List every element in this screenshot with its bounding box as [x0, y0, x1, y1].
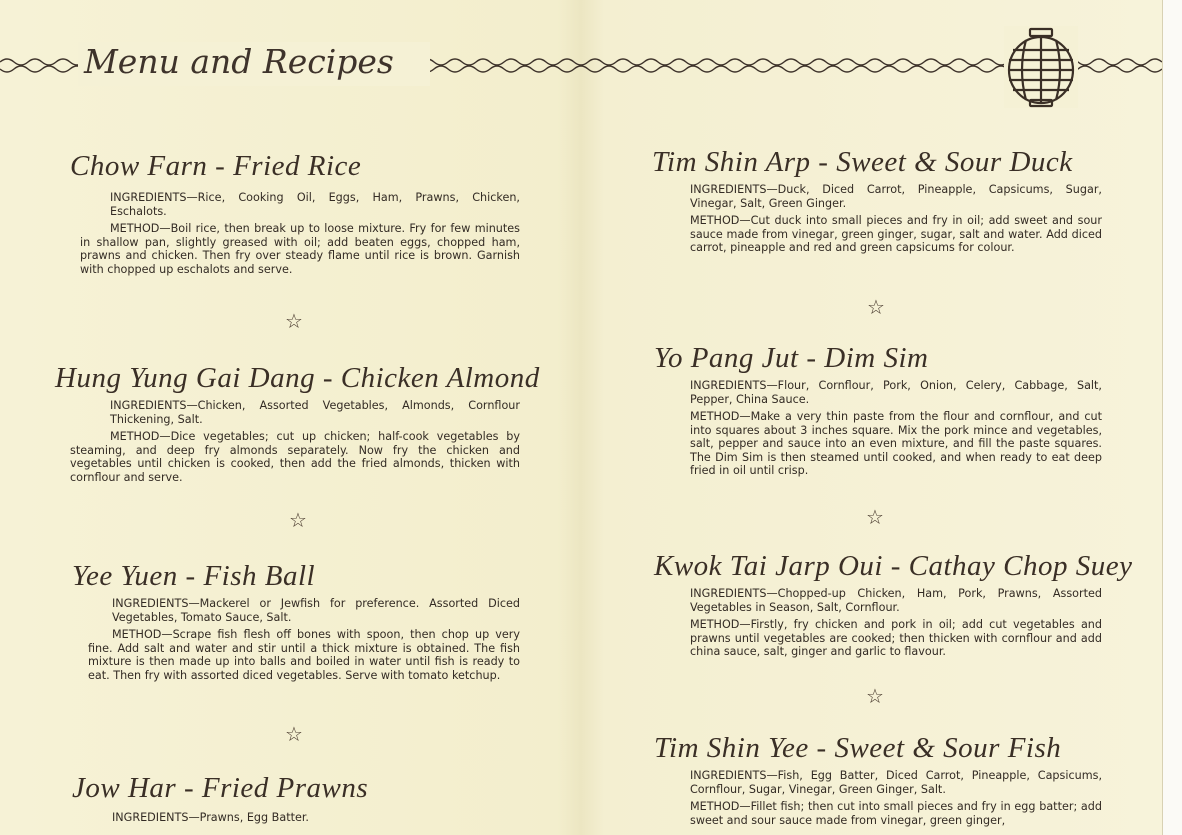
recipe-tim-shin-yee [654, 732, 1102, 827]
recipe-yee-yuen [72, 560, 520, 682]
page-edge [1162, 0, 1182, 835]
recipe-ingredients: INGREDIENTS—Duck, Diced Carrot, Pineapple, Capsicums, Sugar, Vinegar, Salt, Green Ginger. [690, 183, 1102, 210]
star-divider-icon: ☆ [289, 508, 307, 532]
recipe-title: Tim Shin Arp - Sweet & Sour Duck [652, 146, 1073, 178]
star-divider-icon: ☆ [867, 295, 885, 319]
recipe-method: METHOD—Fillet fish; then cut into small pieces and fry in egg batter; add sweet and sour sauce made from vinegar, green ginger, [690, 800, 1102, 827]
recipe-ingredients: INGREDIENTS—Mackerel or Jewfish for preference. Assorted Diced Vegetables, Tomato Sauce, Salt. [112, 597, 520, 624]
recipe-method: METHOD—Boil rice, then break up to loose mixture. Fry for few minutes in shallow pan, slightly greased with oil; add beaten eggs, chopped ham, prawns and chicken. Then fry over steady flame until rice is brown. Garnish with chopped up eschalots and serve. [80, 222, 520, 276]
recipe-tim-shin-arp [652, 146, 1102, 255]
recipe-method: METHOD—Cut duck into small pieces and fry in oil; add sweet and sour sauce made from vinegar, green ginger, sugar, salt and water. Add diced carrot, pineapple and red and green capsicums for colour. [690, 214, 1102, 254]
recipe-ingredients: INGREDIENTS—Flour, Cornflour, Pork, Onion, Celery, Cabbage, Salt, Pepper, China Sauce. [690, 379, 1102, 406]
recipe-ingredients: INGREDIENTS—Chicken, Assorted Vegetables, Almonds, Cornflour Thickening, Salt. [110, 399, 520, 426]
recipe-ingredients: INGREDIENTS—Chopped-up Chicken, Ham, Pork, Prawns, Assorted Vegetables in Season, Salt, Cornflour. [690, 587, 1102, 614]
recipe-ingredients: INGREDIENTS—Rice, Cooking Oil, Eggs, Ham, Prawns, Chicken, Eschalots. [110, 191, 520, 218]
recipe-hung-yung-gai-dang [55, 362, 540, 484]
star-divider-icon: ☆ [285, 309, 303, 333]
recipe-method: METHOD—Dice vegetables; cut up chicken; half-cook vegetables by steaming, and deep fry almonds separately. Now fry the chicken and vegetables until chicken is cooked, then add the fried almonds, thicken with cornflour and serve. [70, 430, 520, 484]
recipe-title: Jow Har - Fried Prawns [72, 772, 369, 804]
star-divider-icon: ☆ [866, 505, 884, 529]
recipe-title: Yee Yuen - Fish Ball [72, 560, 316, 592]
recipe-ingredients: INGREDIENTS—Fish, Egg Batter, Diced Carrot, Pineapple, Capsicums, Cornflour, Sugar, Vinegar, Green Ginger, Salt. [690, 769, 1102, 796]
recipe-method: METHOD—Scrape fish flesh off bones with spoon, then chop up very fine. Add salt and water and stir until a thick mixture is obtained. The fish mixture is then made up into balls and boiled in water until fish is ready to eat. Then fry with assorted diced vegetables. Serve with tomato ketchup. [88, 628, 520, 682]
recipe-chow-farn [70, 150, 520, 276]
recipe-title: Chow Farn - Fried Rice [70, 150, 362, 182]
star-divider-icon: ☆ [866, 684, 884, 708]
recipe-title: Tim Shin Yee - Sweet & Sour Fish [654, 732, 1062, 764]
recipe-ingredients: INGREDIENTS—Prawns, Egg Batter. [112, 811, 309, 824]
recipe-method: METHOD—Make a very thin paste from the flour and cornflour, and cut into squares about 3 inches square. Mix the pork mince and vegetables, salt, pepper and sauce into an even mixture, and fill the paste squares. The Dim Sim is then steamed until cooked, and when ready to eat deep fried in oil until crisp. [690, 410, 1102, 477]
paper-lantern-icon [1004, 26, 1078, 108]
recipe-method: METHOD—Firstly, fry chicken and pork in oil; add cut vegetables and prawns until vegetables are cooked; then thicken with cornflour and add china sauce, salt, ginger and garlic to flavour. [690, 618, 1102, 658]
recipe-title: Yo Pang Jut - Dim Sim [654, 342, 929, 374]
recipe-jow-har [72, 772, 520, 825]
page-title: Menu and Recipes [78, 42, 430, 86]
recipe-title: Hung Yung Gai Dang - Chicken Almond [55, 362, 540, 394]
recipe-kwok-tai-jarp-oui [654, 550, 1133, 659]
recipe-yo-pang-jut [654, 342, 1102, 478]
recipe-title: Kwok Tai Jarp Oui - Cathay Chop Suey [654, 550, 1133, 582]
star-divider-icon: ☆ [285, 722, 303, 746]
